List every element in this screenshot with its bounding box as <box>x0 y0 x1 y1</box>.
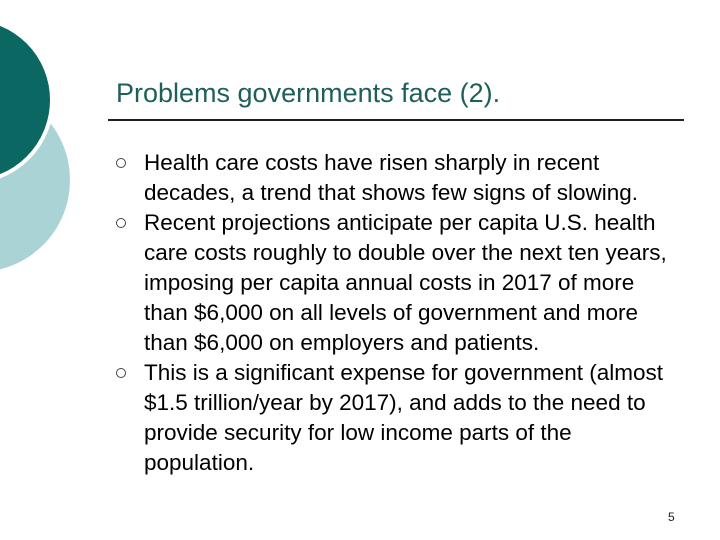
bullet-item <box>116 208 676 358</box>
bullet-list <box>116 148 676 478</box>
hollow-circle-bullet-icon <box>116 158 126 168</box>
title-divider <box>108 119 684 121</box>
hollow-circle-bullet-icon <box>116 218 126 228</box>
decorative-circles <box>0 0 120 300</box>
bullet-item <box>116 148 676 208</box>
hollow-circle-bullet-icon <box>116 368 126 378</box>
bullet-text: Recent projections anticipate per capita U.S. health care costs roughly to double over the next ten years, imposing per capita annual costs in 2017 of more than $6,000 on all levels of government and more than $6,000 on employers and patients. <box>144 210 667 355</box>
slide-title: Problems governments face (2). <box>116 78 501 108</box>
bullet-item <box>116 358 676 478</box>
bullet-text: This is a significant expense for government (almost $1.5 trillion/year by 2017), and adds to the need to provide security for low income parts of the population. <box>144 360 663 475</box>
bullet-text: Health care costs have risen sharply in recent decades, a trend that shows few signs of slowing. <box>144 150 639 205</box>
page-number: 5 <box>668 510 675 524</box>
